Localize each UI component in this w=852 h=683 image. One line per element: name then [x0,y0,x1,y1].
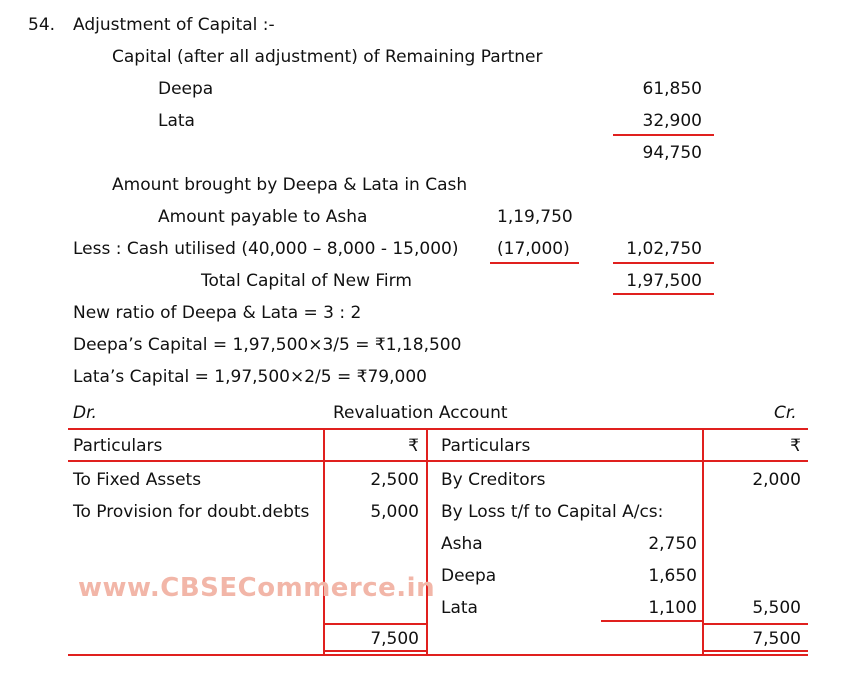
total-capital-label: Total Capital of New Firm [201,271,412,291]
payable-label: Amount payable to Asha [158,207,368,227]
partner-name-deepa: Deepa [441,566,497,586]
capital-amount-lata: 32,900 [642,111,702,131]
account-title: Revaluation Account [333,403,508,423]
capital-subheading: Capital (after all adjustment) of Remaining Partner [112,47,543,67]
capital-sum-rule [613,134,714,136]
credit-total-rule [702,623,808,625]
debit-rupee-header: ₹ [408,436,419,456]
partner-amount-asha: 2,750 [648,534,697,554]
capital-name-lata: Lata [158,111,195,131]
deepa-capital-line: Deepa’s Capital = 1,97,500×3/5 = ₹1,18,500 [73,335,462,355]
table-divider-3 [702,428,704,654]
partner-amount-deepa: 1,650 [648,566,697,586]
capital-name-deepa: Deepa [158,79,214,99]
debit-double-rule [323,650,428,652]
debit-row-provision: To Provision for doubt.debts [73,502,310,522]
partner-amount-lata: 1,100 [648,598,697,618]
section-heading: Adjustment of Capital :- [73,15,275,35]
table-top-rule [68,428,808,430]
less-label: Less : Cash utilised (40,000 – 8,000 - 15,000) [73,239,459,259]
capital-total: 94,750 [642,143,702,163]
table-divider-1 [323,428,325,654]
less-rule [490,262,579,264]
credit-rupee-header: ₹ [790,436,801,456]
credit-row-creditors: By Creditors [441,470,546,490]
table-header-rule [68,460,808,462]
credit-total: 7,500 [752,629,801,649]
dr-label: Dr. [73,403,97,423]
cash-heading: Amount brought by Deepa & Lata in Cash [112,175,468,195]
net-amount: 1,02,750 [626,239,702,259]
watermark: www.CBSECommerce.in [78,573,436,603]
question-number: 54. [28,15,56,35]
payable-amount: 1,19,750 [497,207,573,227]
credit-row-loss: By Loss t/f to Capital A/cs: [441,502,664,522]
debit-amount-fixed-assets: 2,500 [370,470,419,490]
capital-amount-deepa: 61,850 [642,79,702,99]
debit-particulars-header: Particulars [73,436,163,456]
ratio-line: New ratio of Deepa & Lata = 3 : 2 [73,303,362,323]
total-capital-rule [613,293,714,295]
less-amount: (17,000) [497,239,570,259]
credit-amount-creditors: 2,000 [752,470,801,490]
cr-label: Cr. [774,403,797,423]
table-divider-2 [426,428,428,654]
credit-particulars-header: Particulars [441,436,531,456]
debit-total-rule [323,623,428,625]
credit-amount-loss-total: 5,500 [752,598,801,618]
partner-name-lata: Lata [441,598,478,618]
table-bottom-rule [68,654,808,656]
partner-name-asha: Asha [441,534,483,554]
credit-double-rule [702,650,808,652]
total-capital-amount: 1,97,500 [626,271,702,291]
debit-amount-provision: 5,000 [370,502,419,522]
debit-total: 7,500 [370,629,419,649]
lata-capital-line: Lata’s Capital = 1,97,500×2/5 = ₹79,000 [73,367,427,387]
partners-sum-rule [601,620,702,622]
debit-row-fixed-assets: To Fixed Assets [73,470,202,490]
net-rule [613,262,714,264]
